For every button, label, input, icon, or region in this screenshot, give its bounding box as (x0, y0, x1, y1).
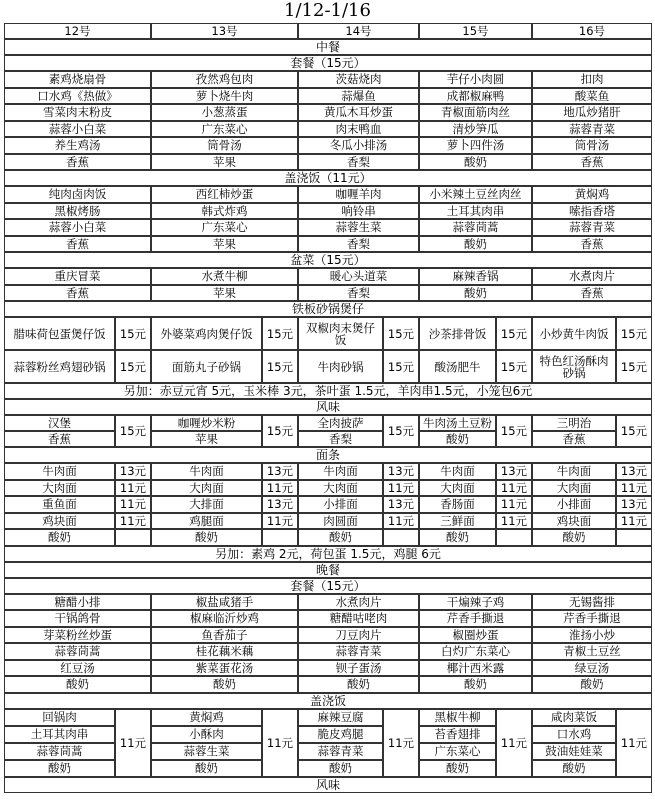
pot-dish-price: 15元 (616, 350, 652, 383)
flavor-side: 酸奶 (419, 431, 496, 447)
basin-item: 水煮肉片 (532, 268, 652, 285)
pot-dish-price: 15元 (496, 350, 532, 383)
pot-dish-name: 腊味荷包蛋煲仔饭 (4, 317, 115, 350)
rice-bowl-price: 11元 (383, 709, 419, 777)
set-meal-item: 酸奶 (532, 676, 652, 693)
set-meal-item: 茨菇烧肉 (298, 71, 419, 88)
rice-bowl-item: 脆皮鸡腿 (298, 726, 383, 743)
set-meal-item: 干煸辣子鸡 (419, 594, 532, 611)
noodle-price: 13元 (262, 463, 298, 480)
rice-bowl-item: 土耳其肉串 (4, 726, 115, 743)
noodle-item: 鸡块面 (532, 513, 616, 530)
pot-dish-name: 特色红汤酥肉砂锅 (532, 350, 616, 383)
noodle-price: 11元 (262, 513, 298, 530)
set-meal-item: 芋仔小肉圆 (419, 71, 532, 88)
noodle-price (383, 529, 419, 546)
set-meal-item: 青椒面筋肉丝 (419, 104, 532, 121)
noodle-item: 酸奶 (532, 529, 616, 546)
basin-item: 麻辣香锅 (419, 268, 532, 285)
basin-item: 暖心头道菜 (298, 268, 419, 285)
rice-bowl-item: 小米辣土豆丝肉丝 (419, 186, 532, 203)
set-meal-item: 糖醋小排 (4, 594, 151, 611)
day-header: 14号 (298, 23, 419, 39)
section-heading-flavor: 风味 (4, 399, 652, 415)
noodle-item: 鸡腿面 (151, 513, 262, 530)
noodle-price: 11元 (496, 496, 532, 513)
set-meal-item: 芹香手撕退 (532, 610, 652, 627)
rice-bowl-item: 酸奶 (151, 760, 262, 777)
flavor-side: 苹果 (151, 431, 262, 447)
extras-note: 另加：素鸡 2元，荷包蛋 1.5元，鸡腿 6元 (4, 546, 652, 562)
set-meal-item: 酸奶 (419, 154, 532, 171)
rice-bowl-item: 土耳其肉串 (419, 203, 532, 220)
rice-bowl-item: 蒜蓉生菜 (151, 743, 262, 760)
flavor-item: 三明治 (532, 415, 616, 431)
section-heading-noodles: 面条 (4, 447, 652, 463)
set-meal-item: 筒骨汤 (151, 137, 298, 154)
set-meal-item: 刀豆肉片 (298, 627, 419, 644)
basin-item: 重庆冒菜 (4, 268, 151, 285)
set-meal-item: 苹果 (151, 154, 298, 171)
flavor-price: 15元 (262, 415, 298, 447)
day-header: 16号 (532, 23, 652, 39)
basin-item: 香蕉 (532, 285, 652, 302)
rice-bowl-item: 嗦指香塔 (532, 203, 652, 220)
set-meal-item: 芹香手撕退 (419, 610, 532, 627)
day-header: 15号 (419, 23, 532, 39)
noodle-item: 牛肉面 (419, 463, 496, 480)
pot-dish-name: 外婆菜鸡肉煲仔饭 (151, 317, 262, 350)
set-meal-item: 小葱蒸蛋 (151, 104, 298, 121)
section-heading-dinner: 晚餐 (4, 562, 652, 578)
noodle-item: 小排面 (298, 496, 383, 513)
noodle-price: 13元 (262, 496, 298, 513)
set-meal-item: 淮扬小炒 (532, 627, 652, 644)
noodle-price: 11元 (496, 480, 532, 497)
set-meal-item: 钡子蛋汤 (298, 660, 419, 677)
rice-bowl-item: 广东菜心 (151, 219, 298, 236)
rice-bowl-item: 蒜蓉茼蒿 (4, 743, 115, 760)
set-meal-item: 酸奶 (151, 676, 298, 693)
flavor-price: 15元 (496, 415, 532, 447)
rice-bowl-item: 回锅肉 (4, 709, 115, 726)
set-meal-item: 筒骨汤 (532, 137, 652, 154)
rice-bowl-item: 广东菜心 (419, 743, 496, 760)
pot-dish-name: 双椒肉末煲仔饭 (298, 317, 383, 350)
pot-dish-price: 15元 (496, 317, 532, 350)
rice-bowl-item: 黑椒牛柳 (419, 709, 496, 726)
set-meal-item: 口水鸡《热做》 (4, 88, 151, 105)
flavor-price: 15元 (115, 415, 151, 447)
pot-dish-price: 15元 (262, 350, 298, 383)
set-meal-item: 酸奶 (419, 676, 532, 693)
flavor-item: 咖喱炒米粉 (151, 415, 262, 431)
rice-bowl-item: 酸奶 (298, 760, 383, 777)
set-meal-item: 水煮肉片 (298, 594, 419, 611)
set-meal-item: 蒜爆鱼 (298, 88, 419, 105)
noodle-item: 酸奶 (419, 529, 496, 546)
rice-bowl-item: 口水鸡 (532, 726, 616, 743)
noodle-item: 大排面 (151, 496, 262, 513)
pot-dish-name: 牛肉砂锅 (298, 350, 383, 383)
set-meal-item: 椒圈炒蛋 (419, 627, 532, 644)
day-header: 12号 (4, 23, 151, 39)
noodle-price (262, 529, 298, 546)
section-heading-lunch: 中餐 (4, 39, 652, 55)
rice-bowl-item: 鼓油娃娃菜 (532, 743, 616, 760)
set-meal-item: 桂花藕米藕 (151, 643, 298, 660)
rice-bowl-item: 麻辣豆腐 (298, 709, 383, 726)
rice-bowl-item: 黑椒烤肠 (4, 203, 151, 220)
set-meal-item: 酸奶 (298, 676, 419, 693)
set-meal-item: 蒜蓉青菜 (532, 121, 652, 138)
set-meal-item: 紫菜蛋花汤 (151, 660, 298, 677)
day-header: 13号 (151, 23, 298, 39)
set-meal-item: 萝卜烧牛肉 (151, 88, 298, 105)
pot-dish-name: 小炒黄牛肉饭 (532, 317, 616, 350)
flavor-item: 牛肉汤土豆粉 (419, 415, 496, 431)
rice-bowl-price: 11元 (115, 709, 151, 777)
set-meal-item: 糖醋咕咾肉 (298, 610, 419, 627)
rice-bowl-price: 11元 (262, 709, 298, 777)
set-meal-item: 红豆汤 (4, 660, 151, 677)
set-meal-item: 鱼香茄子 (151, 627, 298, 644)
pot-dish-name: 面筋丸子砂锅 (151, 350, 262, 383)
rice-bowl-item: 香蕉 (4, 236, 151, 253)
noodle-price: 11元 (115, 513, 151, 530)
basin-item: 香蕉 (4, 285, 151, 302)
rice-bowl-item: 韩式炸鸡 (151, 203, 298, 220)
set-meal-item: 黄瓜木耳炒蛋 (298, 104, 419, 121)
rice-bowl-item: 响铃串 (298, 203, 419, 220)
noodle-item: 三鲜面 (419, 513, 496, 530)
set-meal-item: 清炒笋瓜 (419, 121, 532, 138)
rice-bowl-item: 酸奶 (419, 760, 496, 777)
set-meal-item: 蒜蓉小白菜 (4, 121, 151, 138)
basin-item: 酸奶 (419, 285, 532, 302)
set-meal-item: 香蕉 (532, 154, 652, 171)
rice-bowl-item: 小酥肉 (151, 726, 262, 743)
section-heading-flavor: 风味 (4, 777, 652, 793)
set-meal-item: 成都椒麻鸭 (419, 88, 532, 105)
set-meal-item: 萝卜四件汤 (419, 137, 532, 154)
pot-dish-name: 蒜蓉粉丝鸡翅砂锅 (4, 350, 115, 383)
section-heading-set-meal: 套餐（15元） (4, 578, 652, 594)
pot-dish-name: 沙茶排骨饭 (419, 317, 496, 350)
rice-bowl-item: 蒜蓉茼蒿 (419, 219, 532, 236)
noodle-item: 重鱼面 (4, 496, 115, 513)
noodle-item: 大肉面 (532, 480, 616, 497)
rice-bowl-item: 香梨 (298, 236, 419, 253)
flavor-price: 15元 (383, 415, 419, 447)
noodle-item: 大肉面 (298, 480, 383, 497)
set-meal-item: 养生鸡汤 (4, 137, 151, 154)
flavor-item: 全肉披萨 (298, 415, 383, 431)
flavor-side: 香蕉 (532, 431, 616, 447)
rice-bowl-item: 西红柿炒蛋 (151, 186, 298, 203)
section-heading-pot: 铁板砂锅煲仔 (4, 301, 652, 317)
menu-table (4, 23, 652, 803)
set-meal-item: 芽菜粉丝炒蛋 (4, 627, 151, 644)
noodle-price: 11元 (115, 480, 151, 497)
noodle-price (616, 529, 652, 546)
noodle-price (496, 529, 532, 546)
noodle-item: 牛肉面 (298, 463, 383, 480)
noodle-item: 牛肉面 (151, 463, 262, 480)
set-meal-item: 椒麻临沂炒鸡 (151, 610, 298, 627)
pot-dish-price: 15元 (262, 317, 298, 350)
noodle-item: 肉圆面 (298, 513, 383, 530)
noodle-item: 酸奶 (4, 529, 115, 546)
noodle-item: 香肠面 (419, 496, 496, 513)
set-meal-item: 冬瓜小排汤 (298, 137, 419, 154)
set-meal-item: 干锅鸽骨 (4, 610, 151, 627)
basin-item: 苹果 (151, 285, 298, 302)
rice-bowl-item: 香蕉 (532, 236, 652, 253)
pot-dish-price: 15元 (383, 350, 419, 383)
section-heading-rice-bowl: 盖浇饭（11元） (4, 170, 652, 186)
noodle-item: 大肉面 (4, 480, 115, 497)
rice-bowl-item: 蒜蓉生菜 (298, 219, 419, 236)
set-meal-item: 地瓜炒猪肝 (532, 104, 652, 121)
noodle-price: 13元 (616, 496, 652, 513)
noodle-item: 酸奶 (151, 529, 262, 546)
noodle-price: 13元 (383, 496, 419, 513)
noodle-item: 小排面 (532, 496, 616, 513)
noodle-item: 大肉面 (151, 480, 262, 497)
extras-note: 另加：赤豆元宵 5元，玉米棒 3元，茶叶蛋 1.5元，羊肉串1.5元，小笼包6元 (4, 383, 652, 399)
noodle-price: 11元 (496, 513, 532, 530)
set-meal-item: 蒜蓉青菜 (298, 643, 419, 660)
rice-bowl-price: 11元 (496, 709, 532, 777)
section-heading-rice-bowl: 盖浇饭 (4, 693, 652, 709)
noodle-item: 大肉面 (419, 480, 496, 497)
noodle-item: 酸奶 (298, 529, 383, 546)
set-meal-item: 肉末鸭血 (298, 121, 419, 138)
set-meal-item: 香梨 (298, 154, 419, 171)
rice-bowl-item: 酸奶 (532, 760, 616, 777)
set-meal-item: 蒜蓉茼蒿 (4, 643, 151, 660)
set-meal-item: 扣肉 (532, 71, 652, 88)
rice-bowl-item: 蒜蓉青菜 (532, 219, 652, 236)
pot-dish-price: 15元 (115, 317, 151, 350)
rice-bowl-item: 咸肉菜饭 (532, 709, 616, 726)
rice-bowl-item: 苔香翅排 (419, 726, 496, 743)
rice-bowl-item: 纯肉卤肉饭 (4, 186, 151, 203)
noodle-price: 11元 (383, 513, 419, 530)
set-meal-item: 雪菜肉末粉皮 (4, 104, 151, 121)
page-title: 1/12-1/16 (284, 0, 371, 21)
pot-dish-price: 15元 (115, 350, 151, 383)
noodle-price: 13元 (616, 463, 652, 480)
rice-bowl-item: 黄焖鸡 (151, 709, 262, 726)
flavor-item: 汉堡 (4, 415, 115, 431)
set-meal-item: 无锡酱排 (532, 594, 652, 611)
set-meal-item: 广东菜心 (151, 121, 298, 138)
set-meal-item: 白灼广东菜心 (419, 643, 532, 660)
flavor-side: 香梨 (298, 431, 383, 447)
set-meal-item: 椒盐咸猪手 (151, 594, 298, 611)
pot-dish-price: 15元 (616, 317, 652, 350)
noodle-price: 11元 (115, 496, 151, 513)
basin-item: 香梨 (298, 285, 419, 302)
flavor-side: 香蕉 (4, 431, 115, 447)
noodle-price: 11元 (383, 480, 419, 497)
noodle-price: 13元 (115, 463, 151, 480)
rice-bowl-item: 酸奶 (4, 760, 115, 777)
flavor-price: 15元 (616, 415, 652, 447)
basin-item: 水煮牛柳 (151, 268, 298, 285)
noodle-price (115, 529, 151, 546)
set-meal-item: 青椒土豆丝 (532, 643, 652, 660)
rice-bowl-item: 黄焖鸡 (532, 186, 652, 203)
set-meal-item: 椰汁西米露 (419, 660, 532, 677)
noodle-price: 13元 (383, 463, 419, 480)
rice-bowl-item: 蒜蓉青菜 (298, 743, 383, 760)
rice-bowl-item: 酸奶 (419, 236, 532, 253)
set-meal-item: 绿豆汤 (532, 660, 652, 677)
set-meal-item: 酸菜鱼 (532, 88, 652, 105)
rice-bowl-item: 咖喱羊肉 (298, 186, 419, 203)
set-meal-item: 孜然鸡包肉 (151, 71, 298, 88)
section-heading-set-meal: 套餐（15元） (4, 55, 652, 71)
set-meal-item: 素鸡烧扇骨 (4, 71, 151, 88)
noodle-item: 牛肉面 (532, 463, 616, 480)
noodle-price: 11元 (616, 513, 652, 530)
pot-dish-name: 酸汤肥牛 (419, 350, 496, 383)
rice-bowl-item: 蒜蓉小白菜 (4, 219, 151, 236)
set-meal-item: 酸奶 (4, 676, 151, 693)
pot-dish-price: 15元 (383, 317, 419, 350)
rice-bowl-price: 11元 (616, 709, 652, 777)
set-meal-item: 香蕉 (4, 154, 151, 171)
section-heading-basin: 盆菜（15元） (4, 252, 652, 268)
noodle-price: 13元 (496, 463, 532, 480)
noodle-item: 牛肉面 (4, 463, 115, 480)
rice-bowl-item: 苹果 (151, 236, 298, 253)
noodle-price: 11元 (616, 480, 652, 497)
noodle-item: 鸡块面 (4, 513, 115, 530)
noodle-price: 11元 (262, 480, 298, 497)
